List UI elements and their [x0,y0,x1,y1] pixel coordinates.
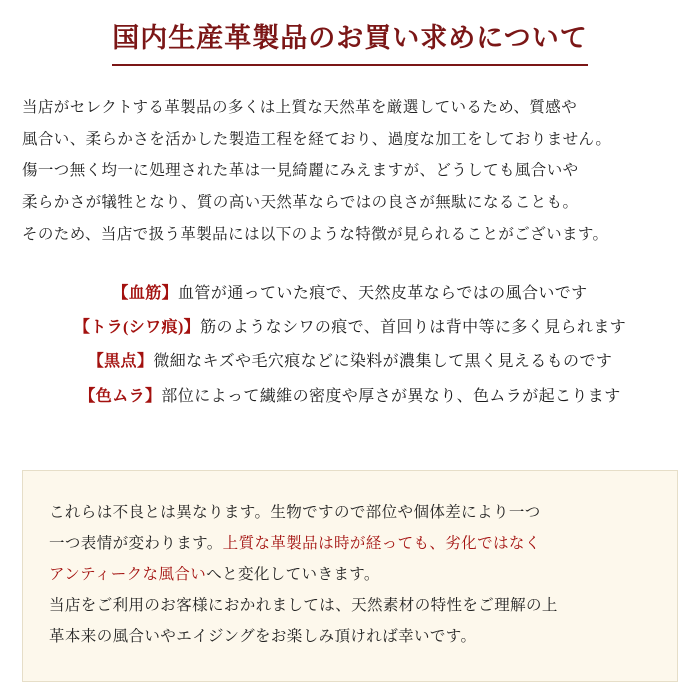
feature-tag: 【黒点】 [87,353,154,371]
list-item [0,311,700,345]
note-emphasis: アンティークな風合い [49,566,207,583]
list-item [0,380,700,414]
intro-paragraph [22,92,678,251]
note-text: 当店をご利用のお客様におかれましては、天然素材の特性をご理解の上 [49,597,558,614]
intro-line: 風合い、柔らかさを活かした製造工程を経ており、過度な加工をしておりません。 [22,130,612,148]
note-box [22,470,678,682]
note-line [49,497,651,528]
page-title: 国内生産革製品のお買い求めについて [112,22,587,66]
note-text: これらは不良とは異なります。生物ですので部位や個体差により一つ [49,504,541,521]
note-text: 革本来の風合いやエイジングをお楽しみ頂ければ幸いです。 [49,628,477,645]
feature-list [0,277,700,415]
note-emphasis: 上質な革製品は時が経っても、劣化ではなく [222,535,541,552]
intro-line: 当店がセレクトする革製品の多くは上質な天然革を厳選しているため、質感や [22,98,578,116]
feature-tag: 【色ムラ】 [79,387,162,405]
note-text: へと変化していきます。 [206,566,380,583]
intro-line: 柔らかさが犠牲となり、質の高い天然革ならではの良さが無駄になることも。 [22,194,579,212]
note-line [49,590,651,621]
list-item [0,277,700,311]
feature-text: 血管が通っていた痕で、天然皮革ならではの風合いです [178,284,588,302]
note-line [49,621,651,652]
feature-tag: 【血筋】 [112,284,179,302]
intro-line: 傷一つ無く均一に処理された革は一見綺麗にみえますが、どうしても風合いや [22,162,579,180]
note-text: 一つ表情が変わります。 [49,535,223,552]
feature-tag: 【トラ(シワ痕)】 [73,318,201,336]
note-line [49,528,651,559]
page-title-container [0,0,700,66]
note-line [49,559,651,590]
feature-text: 微細なキズや毛穴痕などに染料が濃集して黒く見えるものです [153,353,613,371]
feature-text: 筋のようなシワの痕で、首回りは背中等に多く見られます [200,318,627,336]
feature-text: 部位によって繊維の密度や厚さが異なり、色ムラが起こります [161,387,621,405]
intro-line: そのため、当店で扱う革製品には以下のような特徴が見られることがございます。 [22,225,609,243]
list-item [0,345,700,379]
